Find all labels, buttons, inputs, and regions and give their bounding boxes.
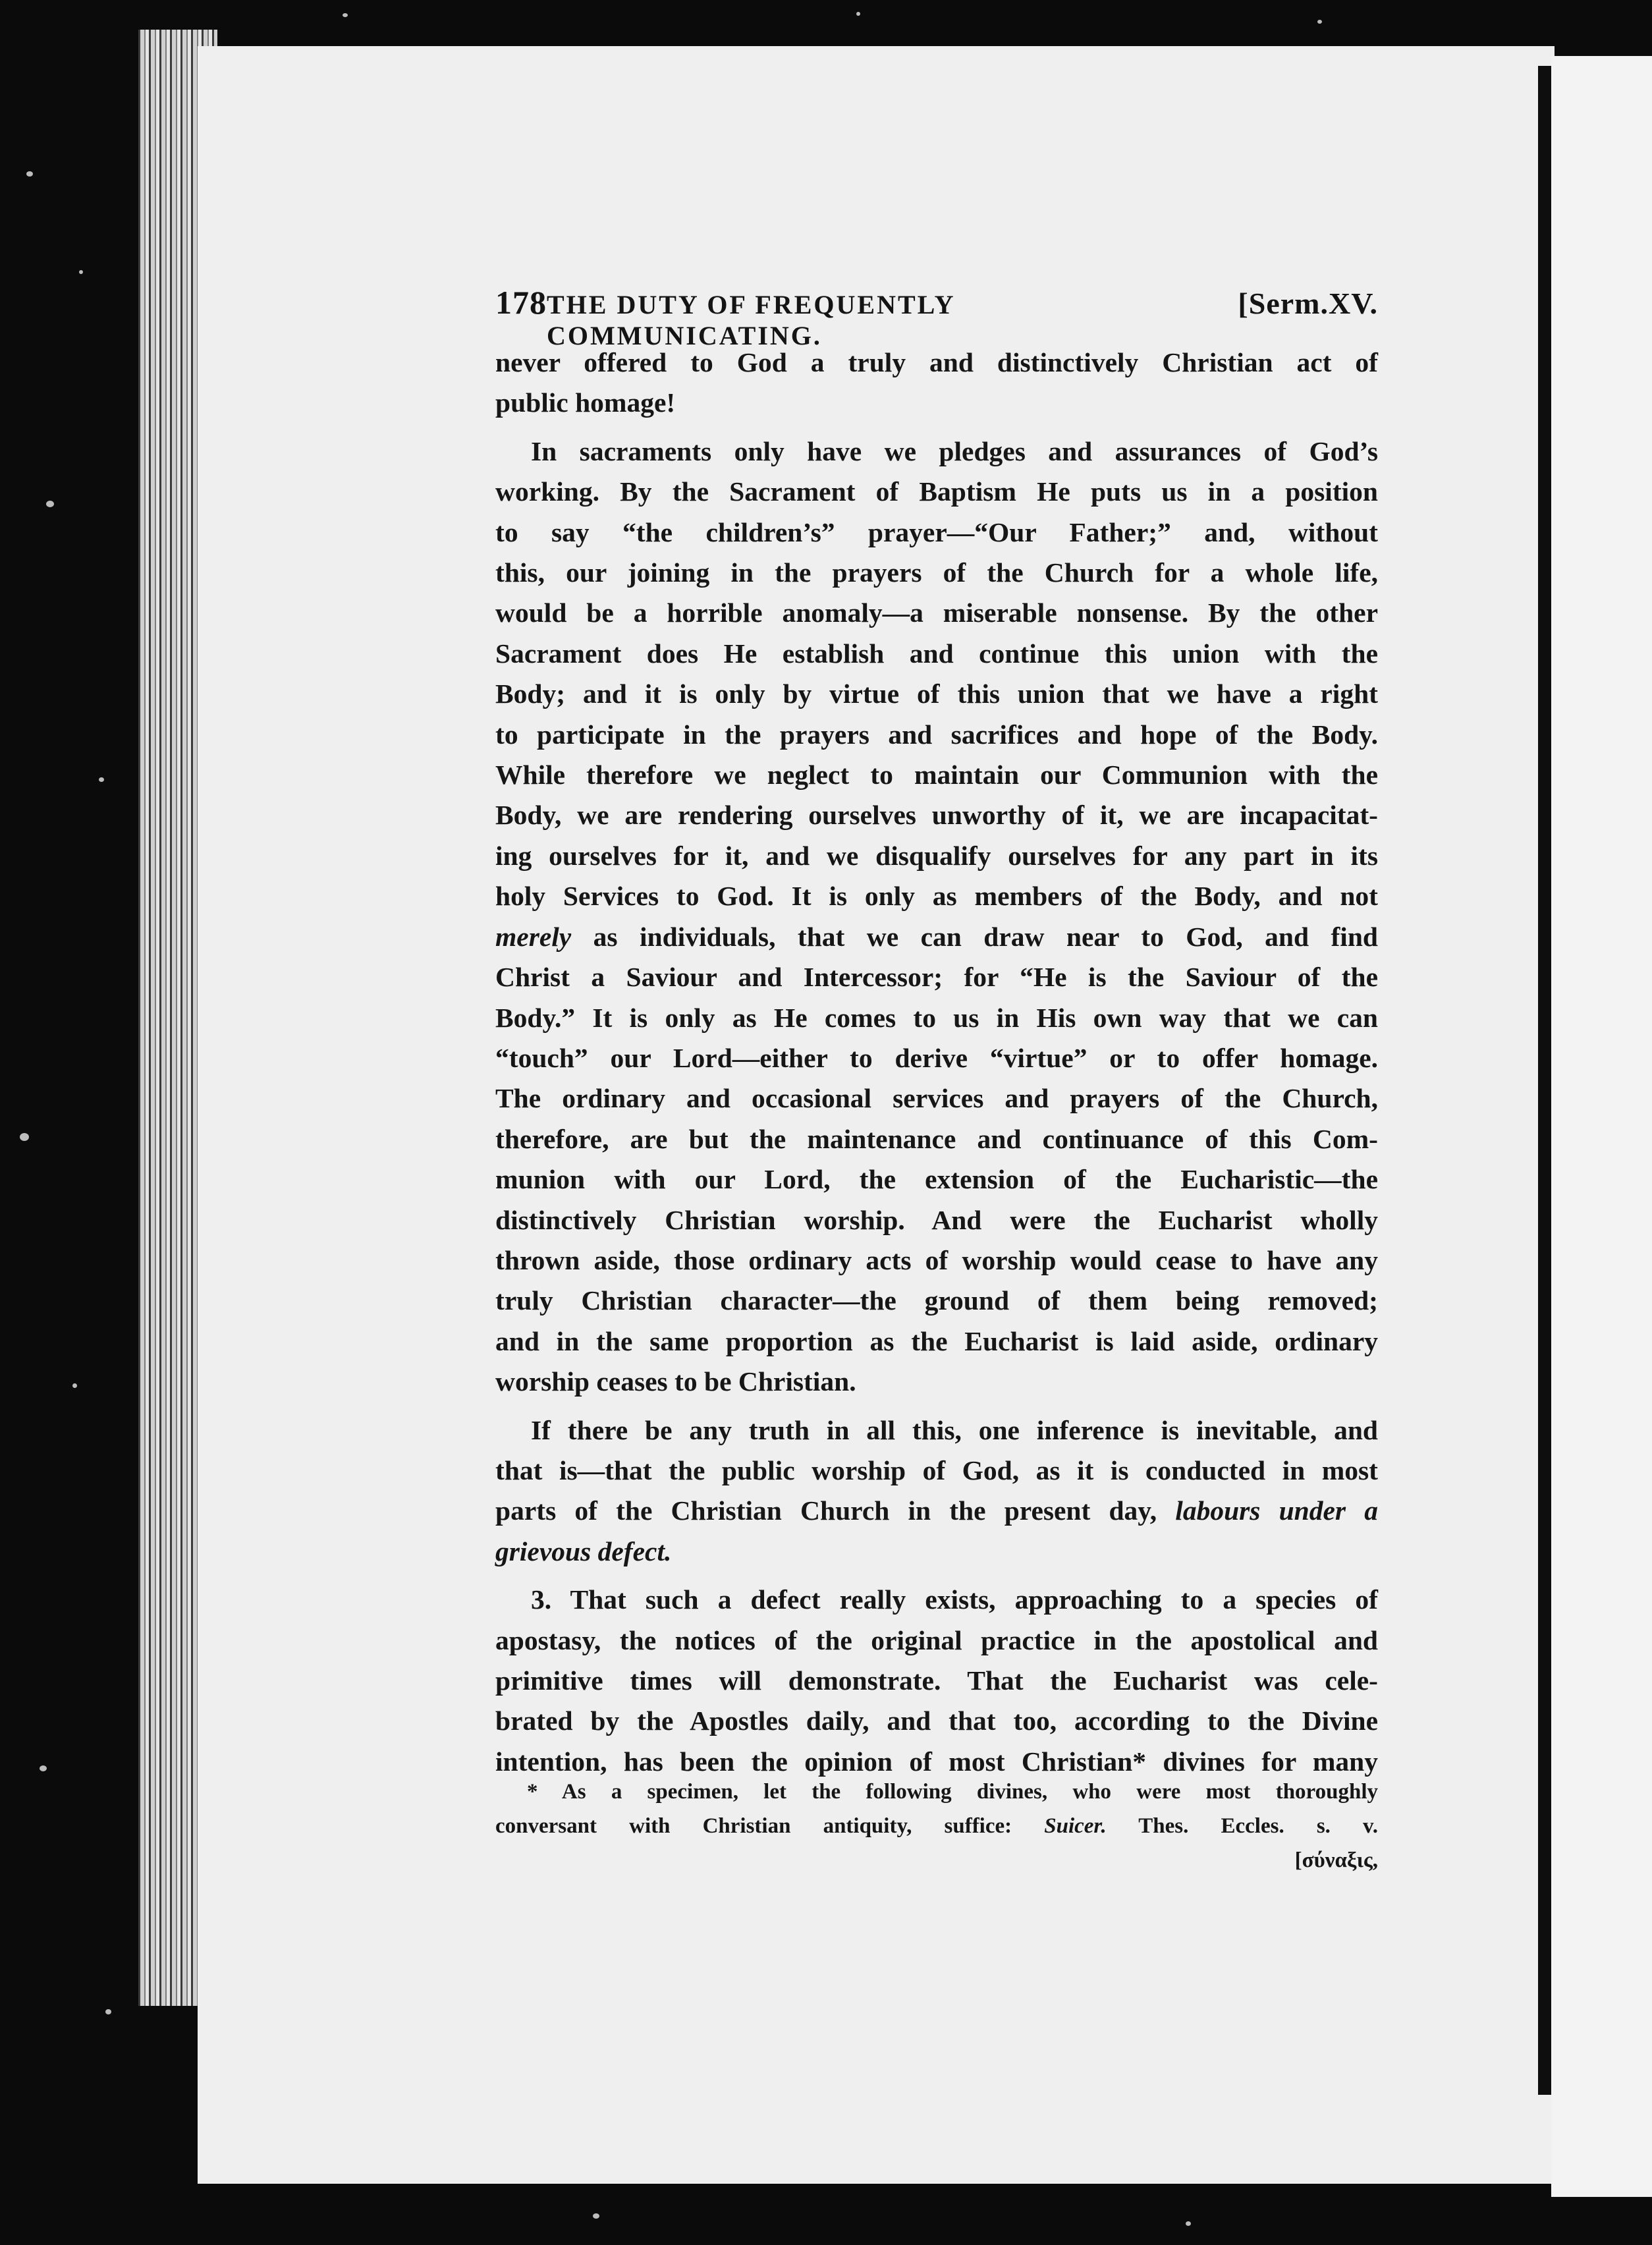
line-text: munion with our Lord, the extension of the Eucharistic—the	[495, 1164, 1378, 1195]
text-line	[495, 755, 1378, 795]
text-line	[495, 431, 1378, 472]
text-line	[495, 715, 1378, 755]
footnote-author: Suicer.	[1044, 1814, 1107, 1838]
line-text: While therefore we neglect to maintain our Communion with the	[495, 760, 1378, 790]
footnote-line	[495, 1809, 1378, 1843]
sermon-reference: [Serm.XV.	[1238, 287, 1378, 320]
text-line	[495, 674, 1378, 714]
text-line	[495, 957, 1378, 997]
text-line	[495, 1078, 1378, 1119]
text-line	[495, 1200, 1378, 1240]
text-line	[495, 553, 1378, 593]
text-line	[495, 1362, 1378, 1402]
text-line	[495, 1621, 1378, 1661]
text-line	[495, 383, 1378, 423]
line-text: brated by the Apostles daily, and that too, according to the Divine	[495, 1705, 1378, 1736]
line-text: 3. That such a defect really exists, approaching to a species of	[531, 1584, 1378, 1615]
line-text: apostasy, the notices of the original practice in the apostolical and	[495, 1624, 1378, 1655]
line-text: would be a horrible anomaly—a miserable nonsense. By the other	[495, 597, 1378, 628]
line-text: thrown aside, those ordinary acts of worship would cease to have any	[495, 1244, 1378, 1275]
text-line	[495, 1410, 1378, 1451]
text-line	[495, 513, 1378, 553]
line-text: intention, has been the opinion of most Christian* divines for many	[495, 1746, 1378, 1777]
text-line	[495, 1119, 1378, 1159]
paragraph-gap	[495, 1572, 1378, 1580]
text-line	[495, 917, 1378, 957]
line-text: Body, we are rendering ourselves unworthy of it, we are incapacitat-	[495, 800, 1378, 831]
running-title: THE DUTY OF FREQUENTLY COMMUNICATING.	[547, 290, 955, 350]
line-text: that is—that the public worship of God, as it is conducted in most	[495, 1455, 1378, 1485]
paragraph-gap	[495, 1402, 1378, 1410]
line-text: working. By the Sacrament of Baptism He puts us in a position	[495, 476, 1378, 507]
text-line	[495, 472, 1378, 512]
text-line	[495, 1451, 1378, 1491]
emphasis: labours under a	[1175, 1495, 1378, 1526]
text-line	[495, 634, 1378, 674]
emphasis: merely	[495, 921, 572, 952]
line-text: The ordinary and occasional services and prayers of the Church,	[495, 1083, 1378, 1114]
text-line	[495, 1580, 1378, 1620]
text-line	[495, 1240, 1378, 1281]
line-text: In sacraments only have we pledges and assurances of God’s	[531, 435, 1378, 466]
line-text: primitive times will demonstrate. That the Eucharist was cele-	[495, 1665, 1378, 1696]
footnote-text: conversant with Christian antiquity, suffice:	[495, 1814, 1045, 1838]
line-text: ing ourselves for it, and we disqualify ourselves for any part in its	[495, 840, 1378, 871]
line-text: If there be any truth in all this, one inference is inevitable, and	[531, 1414, 1378, 1445]
line-text: this, our joining in the prayers of the Church for a whole life,	[495, 557, 1378, 588]
line-text: “touch” our Lord—either to derive “virtue” or to offer homage.	[495, 1042, 1378, 1073]
text-line	[495, 1321, 1378, 1362]
text-line	[495, 343, 1378, 383]
text-line	[495, 1661, 1378, 1701]
line-text: to participate in the prayers and sacrifices and hope of the Body.	[495, 719, 1378, 750]
line-text: distinctively Christian worship. And were the Eucharist wholly	[495, 1204, 1378, 1235]
line-text: parts of the Christian Church in the present day,	[495, 1495, 1176, 1526]
line-text: worship ceases to be Christian.	[495, 1366, 856, 1397]
line-text: therefore, are but the maintenance and continuance of this Com-	[495, 1123, 1378, 1154]
text-line	[495, 1281, 1378, 1321]
line-text: never offered to God a truly and distinctively Christian act of	[495, 347, 1378, 377]
line-text: holy Services to God. It is only as members of the Body, and not	[495, 881, 1378, 912]
text-line	[495, 876, 1378, 916]
running-head	[495, 283, 1378, 351]
paragraph-gap	[495, 424, 1378, 431]
line-text: Body.” It is only as He comes to us in His own way that we can	[495, 1002, 1378, 1033]
text-line	[495, 998, 1378, 1038]
text-line	[495, 1159, 1378, 1200]
page-number: 178	[495, 284, 547, 321]
text-line	[495, 1038, 1378, 1078]
line-text: Sacrament does He establish and continue this union with the	[495, 638, 1378, 669]
text-line	[495, 795, 1378, 835]
emphasis: grievous defect.	[495, 1536, 672, 1566]
footnote-catchword: [σύναξις,	[1294, 1848, 1378, 1872]
text-line	[495, 593, 1378, 633]
footnote-text: Thes. Eccles. s. v.	[1106, 1814, 1378, 1838]
line-text: to say “the children’s” prayer—“Our Father;” and, without	[495, 516, 1378, 547]
line-text: Christ a Saviour and Intercessor; for “He is the Saviour of the	[495, 962, 1378, 993]
text-line	[495, 836, 1378, 876]
text-line	[495, 1491, 1378, 1531]
page-gutter	[1538, 66, 1551, 2095]
line-text: Body; and it is only by virtue of this union that we have a right	[495, 679, 1378, 709]
footnote-line: * As a specimen, let the following divines, who were most thoroughly	[527, 1780, 1378, 1804]
line-text: truly Christian character—the ground of them being removed;	[495, 1285, 1378, 1316]
body-text	[495, 343, 1378, 1782]
facing-page-edge	[1551, 56, 1652, 2197]
line-text: as individuals, that we can draw near to God, and find	[571, 921, 1378, 952]
text-line	[495, 1701, 1378, 1741]
line-text: and in the same proportion as the Eucharist is laid aside, ordinary	[495, 1325, 1378, 1356]
footnote	[495, 1775, 1378, 1877]
line-text: public homage!	[495, 387, 676, 418]
text-line	[495, 1532, 1378, 1572]
